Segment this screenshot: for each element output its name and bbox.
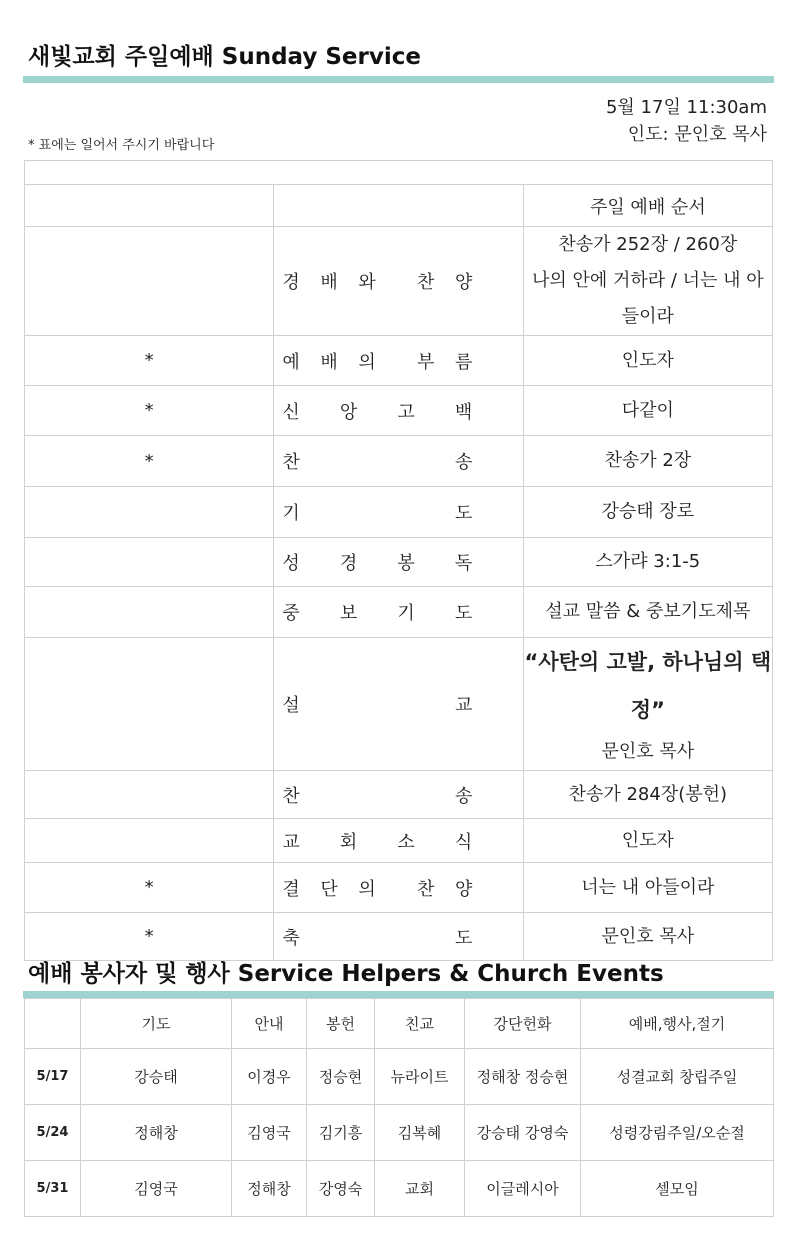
label-char: 송 [454, 452, 473, 473]
order-item-value [523, 771, 772, 819]
order-value-line: 너는 내 아들이라 [581, 876, 715, 898]
helper-cell: 정해창 정승현 [465, 1049, 581, 1105]
table-row [25, 487, 773, 538]
label-char: 부 [416, 351, 435, 373]
table-row [25, 819, 773, 863]
label-char: 기 [397, 603, 415, 624]
label-char: 찬 [416, 878, 435, 900]
label-char: 찬 [416, 272, 435, 293]
label-char: 기 [282, 503, 300, 524]
order-item-value [523, 819, 772, 863]
label-char: 교 [454, 695, 473, 716]
table-row [25, 1161, 774, 1217]
standing-mark: * [25, 436, 274, 487]
column-header: 강단헌화 [465, 999, 581, 1049]
order-value-line: 인도자 [621, 829, 674, 851]
order-value-line: 찬송가 284장(봉헌) [568, 783, 728, 805]
table-row [25, 336, 773, 386]
label-char: 봉 [397, 553, 415, 574]
order-item-label [282, 599, 472, 625]
order-value-line: 다같이 [621, 399, 674, 421]
order-item-value [523, 336, 772, 386]
helper-cell: 강승태 강영숙 [465, 1105, 581, 1161]
column-header: 친교 [375, 999, 465, 1049]
column-header: 예배,행사,절기 [581, 999, 774, 1049]
order-value-line: 스가랴 3:1-5 [595, 551, 701, 572]
order-item-value [523, 436, 772, 487]
standing-mark: * [25, 336, 274, 386]
label-char: 설 [282, 695, 300, 716]
helpers-header-row [25, 999, 774, 1049]
order-item-label [282, 828, 472, 854]
column-header: 기도 [81, 999, 232, 1049]
label-char: 백 [454, 401, 473, 423]
helpers-table [24, 998, 774, 1217]
standing-mark [25, 771, 274, 819]
order-value-line: 설교 말씀 & 중보기도제목 [545, 601, 751, 622]
column-header: 봉헌 [307, 999, 375, 1049]
label-char: 경 [339, 553, 358, 574]
table-row [25, 587, 773, 638]
order-value-line: 문인호 목사 [601, 925, 695, 947]
label-char: 도 [454, 503, 473, 524]
order-item-label [282, 448, 472, 474]
label-char: 경 [282, 272, 300, 293]
order-item-value [523, 913, 772, 961]
helper-cell: 김기흥 [307, 1105, 375, 1161]
order-value-line: 문인호 목사 [601, 741, 695, 762]
order-value-line: 찬송가 2장 [604, 450, 692, 471]
label-char: 앙 [339, 401, 358, 423]
standing-mark [25, 227, 274, 336]
helper-cell: 성결교회 창립주일 [581, 1049, 774, 1105]
order-item-label [282, 924, 472, 950]
helper-cell: 교회 [375, 1161, 465, 1217]
standing-mark: * [25, 863, 274, 913]
table-row [25, 1049, 774, 1105]
order-item-value [523, 638, 772, 771]
label-char: 회 [339, 831, 358, 853]
order-value-line: 찬송가 252장 / 260장 [558, 234, 738, 255]
label-char: 와 [358, 272, 376, 293]
order-item-label [282, 549, 472, 575]
order-item-value [523, 487, 772, 538]
helper-cell: 김영국 [81, 1161, 232, 1217]
order-value-line: 인도자 [621, 349, 674, 371]
order-item-label [282, 348, 472, 374]
table-row [25, 771, 773, 819]
helper-cell: 이글레시아 [465, 1161, 581, 1217]
label-char: 양 [454, 272, 473, 293]
label-char: 찬 [282, 785, 300, 807]
order-item-value [523, 538, 772, 587]
label-char: 예 [282, 351, 300, 373]
label-char: 도 [454, 927, 473, 949]
label-char: 송 [454, 785, 473, 807]
table-row [25, 638, 773, 771]
table-row [25, 1105, 774, 1161]
order-item-label [282, 499, 472, 525]
helper-cell: 셀모임 [581, 1161, 774, 1217]
table-row [25, 863, 773, 913]
label-char: 신 [282, 401, 300, 423]
label-char: 독 [454, 553, 473, 574]
label-char: 배 [320, 351, 338, 373]
order-item-value [523, 587, 772, 638]
table-blank-row [25, 161, 773, 185]
service-date-time: 5월 17일 11:30am [605, 97, 767, 118]
table-row [25, 436, 773, 487]
label-char: 소 [397, 831, 415, 853]
column-header: 안내 [232, 999, 307, 1049]
order-item-label [282, 691, 472, 717]
label-char: 도 [454, 603, 473, 624]
standing-mark [25, 638, 274, 771]
standing-mark [25, 487, 274, 538]
service-leader: 인도: 문인호 목사 [627, 124, 767, 145]
helper-cell: 정해창 [232, 1161, 307, 1217]
table-row [25, 538, 773, 587]
order-item-value [523, 227, 772, 336]
helper-cell: 김복혜 [375, 1105, 465, 1161]
order-item-label [282, 398, 472, 424]
order-item-value [523, 386, 772, 436]
column-header [25, 999, 81, 1049]
label-char: 성 [282, 553, 300, 574]
table-heading-row [25, 185, 773, 227]
standing-mark [25, 587, 274, 638]
helper-cell: 정승현 [307, 1049, 375, 1105]
helper-cell: 김영국 [232, 1105, 307, 1161]
sermon-title: “사탄의 고발, 하나님의 택정” [524, 650, 772, 722]
order-value-line: 강승태 장로 [601, 501, 695, 522]
label-char: 식 [454, 831, 473, 853]
label-char: 중 [282, 603, 300, 624]
standing-note: * 표에는 일어서 주시기 바랍니다 [28, 138, 215, 153]
order-item-value [523, 863, 772, 913]
helpers-divider [23, 991, 774, 998]
row-date: 5/24 [25, 1105, 81, 1161]
table-row [25, 386, 773, 436]
label-char: 보 [339, 603, 358, 624]
order-item-label [282, 875, 472, 901]
label-char: 배 [320, 272, 338, 293]
label-char: 양 [454, 878, 473, 900]
helper-cell: 강승태 [81, 1049, 232, 1105]
worship-order-table [24, 160, 773, 961]
label-char: 찬 [282, 452, 300, 473]
helpers-title: 예배 봉사자 및 행사 Service Helpers & Church Events [28, 961, 664, 987]
label-char: 의 [358, 878, 376, 900]
standing-mark [25, 819, 274, 863]
standing-mark [25, 538, 274, 587]
label-char: 단 [320, 878, 338, 900]
table-row [25, 913, 773, 961]
table-row [25, 227, 773, 336]
page-title: 새빛교회 주일예배 Sunday Service [28, 44, 421, 70]
label-char: 교 [282, 831, 300, 853]
helper-cell: 뉴라이트 [375, 1049, 465, 1105]
helper-cell: 이경우 [232, 1049, 307, 1105]
label-char: 름 [454, 351, 473, 373]
helper-cell: 강영숙 [307, 1161, 375, 1217]
label-char: 의 [358, 351, 376, 373]
row-date: 5/31 [25, 1161, 81, 1217]
helper-cell: 정해창 [81, 1105, 232, 1161]
title-divider [23, 76, 774, 83]
label-char: 축 [282, 927, 300, 949]
label-char: 고 [397, 401, 415, 423]
standing-mark: * [25, 913, 274, 961]
standing-mark: * [25, 386, 274, 436]
order-item-label [282, 782, 472, 808]
order-item-label [282, 268, 472, 294]
row-date: 5/17 [25, 1049, 81, 1105]
order-value-line: 나의 안에 거하라 / 너는 내 아들이라 [531, 270, 764, 327]
label-char: 결 [282, 878, 300, 900]
order-heading: 주일 예배 순서 [523, 185, 772, 227]
helper-cell: 성령강림주일/오순절 [581, 1105, 774, 1161]
